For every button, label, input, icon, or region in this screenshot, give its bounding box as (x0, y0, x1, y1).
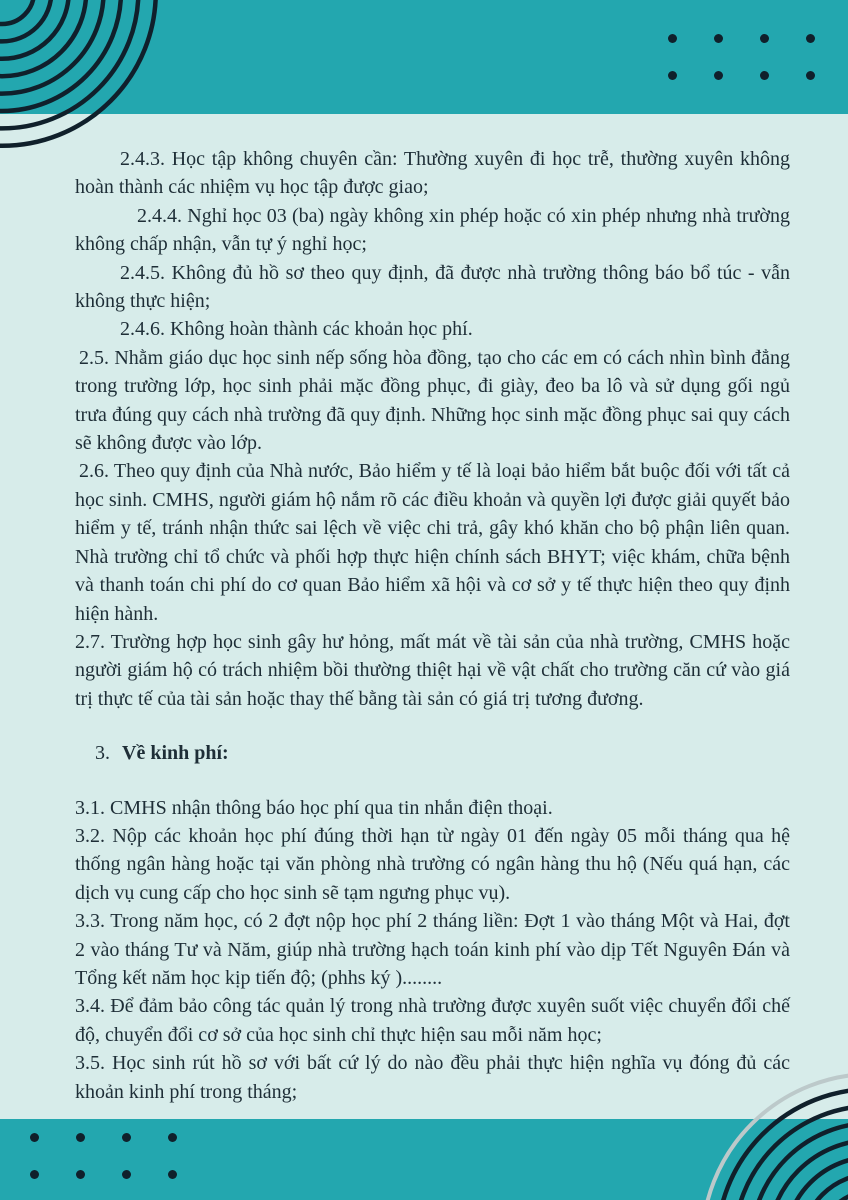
document-body (75, 145, 790, 1106)
dot-grid-top-right-icon (668, 34, 815, 80)
dot (760, 71, 769, 80)
dot (714, 34, 723, 43)
para-2-4-3: 2.4.3. Học tập không chuyên cần: Thường xuyên đi học trễ, thường xuyên không hoàn thành các nhiệm vụ học tập được giao; (75, 148, 790, 199)
para-2-5: 2.5. Nhằm giáo dục học sinh nếp sống hòa đồng, tạo cho các em có cách nhìn bình đẳng trong trường lớp, học sinh phải mặc đồng phục, đi giày, đeo ba lô và sử dụng gối ngủ trưa đúng quy cách nhà trường đã quy định. Những học sinh mặc đồng phục sai quy cách sẽ không được vào lớp. (75, 346, 790, 455)
para-2-4-5: 2.4.5. Không đủ hồ sơ theo quy định, đã được nhà trường thông báo bổ túc - vẫn không thực hiện; (75, 261, 790, 313)
dot (168, 1133, 177, 1142)
para-3-3: 3.3. Trong năm học, có 2 đợt nộp học phí 2 tháng liền: Đợt 1 vào tháng Một và Hai, đợt 2 vào tháng Tư và Năm, giúp nhà trường hạch toán kinh phí vào dịp Tết Nguyên Đán và Tổng kết năm học kịp tiến độ; (phhs ký )........ (75, 910, 790, 989)
dot (76, 1170, 85, 1179)
section-number: 3. (95, 742, 110, 765)
dot (668, 34, 677, 43)
dot (168, 1170, 177, 1179)
dot (76, 1133, 85, 1142)
dot (30, 1170, 39, 1179)
section-heading-kinh-phi (95, 739, 790, 767)
dot (122, 1170, 131, 1179)
para-3-2: 3.2. Nộp các khoản học phí đúng thời hạn từ ngày 01 đến ngày 05 mỗi tháng qua hệ thống ngân hàng hoặc tại văn phòng nhà trường có ngân hàng thu hộ (Nếu quá hạn, các dịch vụ cung cấp cho học sinh sẽ tạm ngưng phục vụ). (75, 824, 790, 904)
dot (714, 71, 723, 80)
para-3-4: 3.4. Để đảm bảo công tác quản lý trong nhà trường được xuyên suốt việc chuyển đổi chế độ, chuyển đổi cơ sở của học sinh chỉ thực hiện sau mỗi năm học; (75, 995, 790, 1046)
para-2-4-6: 2.4.6. Không hoàn thành các khoản học phí. (120, 318, 473, 341)
dot (806, 34, 815, 43)
para-2-7: 2.7. Trường hợp học sinh gây hư hỏng, mất mát về tài sản của nhà trường, CMHS hoặc người giám hộ có trách nhiệm bồi thường thiệt hại về vật chất cho trường căn cứ vào giá trị thực tế của tài sản hoặc thay thế bằng tài sản có giá trị tương đương. (75, 630, 790, 710)
dot (806, 71, 815, 80)
dot-grid-bottom-left-icon (30, 1133, 177, 1179)
section-title: Về kinh phí: (122, 742, 229, 765)
para-2-6: 2.6. Theo quy định của Nhà nước, Bảo hiểm y tế là loại bảo hiểm bắt buộc đối với tất cả học sinh. CMHS, người giám hộ nắm rõ các điều khoản và quyền lợi được giải quyết bảo hiểm y tế, tránh nhận thức sai lệch về việc chi trả, gây khó khăn cho bộ phận liên quan. Nhà trường chỉ tổ chức và phối hợp thực hiện chính sách BHYT; việc khám, chữa bệnh và thanh toán chi phí do cơ quan Bảo hiểm xã hội và cơ sở y tế thực hiện theo quy định hiện hành. (75, 460, 790, 625)
dot (668, 71, 677, 80)
dot (760, 34, 769, 43)
para-3-5: 3.5. Học sinh rút hồ sơ với bất cứ lý do nào đều phải thực hiện nghĩa vụ đóng đủ các khoản kinh phí trong tháng; (75, 1052, 790, 1103)
para-2-4-4: 2.4.4. Nghỉ học 03 (ba) ngày không xin phép hoặc có xin phép nhưng nhà trường không chấp nhận, vẫn tự ý nghỉ học; (75, 204, 790, 256)
dot (122, 1133, 131, 1142)
dot (30, 1133, 39, 1142)
para-3-1: 3.1. CMHS nhận thông báo học phí qua tin nhắn điện thoại. (75, 796, 553, 819)
